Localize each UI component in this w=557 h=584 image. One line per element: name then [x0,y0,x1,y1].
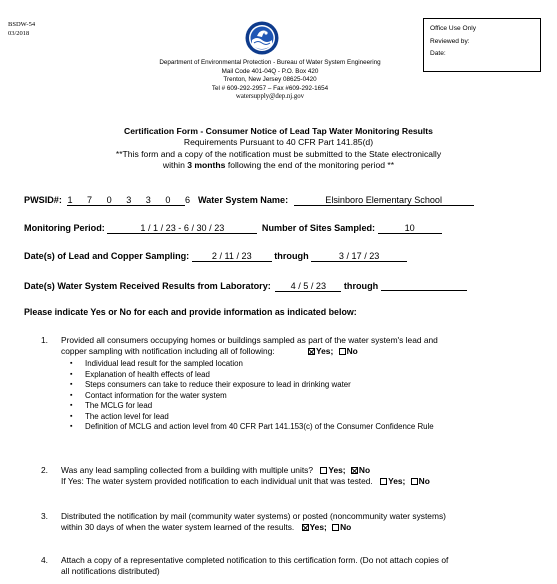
question-1-number: 1. [41,335,48,345]
list-item: ▪ Explanation of health effects of lead [85,370,434,381]
requirements-line: Requirements Pursuant to 40 CFR Part 141.85(d) [183,137,374,148]
question-4-text-line1: Attach a copy of a representative completed notification to this certification form. (Do not attach copies of [61,555,449,565]
question-1-text-line1: Provided all consumers occupying homes or buildings sampled as part of the water system's lead and [61,335,438,345]
reviewed-by-label: Reviewed by: [430,37,470,45]
q2-no-label: No [358,465,371,475]
question-3-text-line2: within 30 days of when the water system learned of the results. [61,521,295,532]
lab-results-row [24,279,467,292]
lab-received-start-value[interactable]: 4 / 5 / 23 [275,281,341,292]
question-4-number: 4. [41,555,48,565]
instructions-text: Please indicate Yes or No for each and provide information as indicated below: [24,307,357,317]
department-header [130,59,410,102]
list-item: ▪ Definition of MCLG and action level from 40 CFR Part 141.153(c) of the Consumer Confidence Rule [85,422,434,433]
mail-code: Mail Code 401-04Q - P.O. Box 420 [221,67,319,75]
q2-no-checkbox[interactable] [351,467,358,474]
q1-yes-checkbox[interactable] [308,348,315,355]
form-code: BSDW-54 [8,21,36,28]
nj-dep-seal-icon [245,21,279,55]
monitoring-row [24,223,442,234]
pwsid-value[interactable]: 1 7 0 3 3 0 6 [67,195,196,205]
question-2 [0,465,557,487]
office-use-label: Office Use Only [430,25,477,32]
submission-note: **This form and a copy of the notification must be submitted to the State electronically [115,148,442,159]
q1-no-checkbox[interactable] [339,348,346,355]
q1-no-label: No [346,345,358,356]
department-name: Department of Environmental Protection - Bureau of Water System Engineering [159,59,381,66]
monitoring-period-value[interactable]: 1 / 1 / 23 - 6 / 30 / 23 [107,223,257,234]
office-date-label: Date: [430,50,446,57]
form-title: Certification Form - Consumer Notice of Lead Tap Water Monitoring Results [124,126,433,136]
submission-deadline: within 3 months following the end of the monitoring period ** [162,160,395,171]
question-2-text-line2: If Yes: The water system provided notification to each individual unit that was tested. [61,475,373,486]
question-4 [0,555,557,577]
office-use-box [423,18,541,72]
sampling-end-value[interactable]: 3 / 17 / 23 [311,251,407,262]
sampling-dates-row [24,251,407,262]
question-1 [0,335,557,357]
lab-received-end-value[interactable] [381,279,467,291]
q2-yes-checkbox[interactable] [320,467,327,474]
city-address: Trenton, New Jersey 08625-0420 [223,76,317,84]
list-item: ▪ Steps consumers can take to reduce their exposure to lead in drinking water [85,380,434,391]
q2-sub-yes-checkbox[interactable] [380,478,387,485]
sampling-through-label: through [274,251,309,261]
list-item: ▪ The action level for lead [85,412,434,423]
system-name-value[interactable]: Elsinboro Elementary School [294,195,474,206]
question-2-number: 2. [41,465,48,475]
monitoring-period-label: Monitoring Period: [24,223,105,233]
system-name-label: Water System Name: [197,195,289,205]
form-title-block [0,126,557,172]
q3-no-label: No [340,521,352,532]
q1-yes-label: Yes; [316,345,334,356]
nj-dep-logo [245,21,279,55]
question-2-text-line1: Was any lead sampling collected from a building with multiple units? [61,465,313,475]
list-item: ▪ The MCLG for lead [85,401,434,412]
lab-received-label: Date(s) Water System Received Results from Laboratory: [24,281,271,291]
question-3 [0,511,557,533]
lab-through-label: through [343,281,379,291]
question-4-text-line2: all notifications distributed) [61,565,160,576]
question-1-text-line2: copper sampling with notification including all of following: [61,345,275,356]
notification-requirements-list [85,359,434,433]
sampling-dates-label: Date(s) of Lead and Copper Sampling: [24,251,190,261]
q3-no-checkbox[interactable] [332,524,339,531]
question-3-text-line1: Distributed the notification by mail (community water systems) or posted (noncommunity water systems) [61,511,446,521]
email-address: watersupply@dep.nj.gov [235,93,305,101]
q2-sub-no-label: No [418,475,430,486]
q2-yes-label: Yes; [328,465,346,475]
q2-sub-yes-label: Yes; [388,475,406,486]
sampling-start-value[interactable]: 2 / 11 / 23 [192,251,272,262]
phone-fax: Tel # 609-292-2957 – Fax #609-292-1654 [211,84,329,92]
pwsid-row [24,195,474,206]
question-3-number: 3. [41,511,48,521]
q3-yes-label: Yes; [309,521,327,532]
pwsid-label: PWSID#: [24,195,62,205]
list-item: ▪ Contact information for the water system [85,391,434,402]
sites-sampled-label: Number of Sites Sampled: [261,223,376,233]
list-item: ▪ Individual lead result for the sampled location [85,359,434,370]
sites-sampled-value[interactable]: 10 [378,223,442,234]
form-revision-date: 03/2018 [8,30,30,37]
q3-yes-checkbox[interactable] [302,524,309,531]
q2-sub-no-checkbox[interactable] [411,478,418,485]
